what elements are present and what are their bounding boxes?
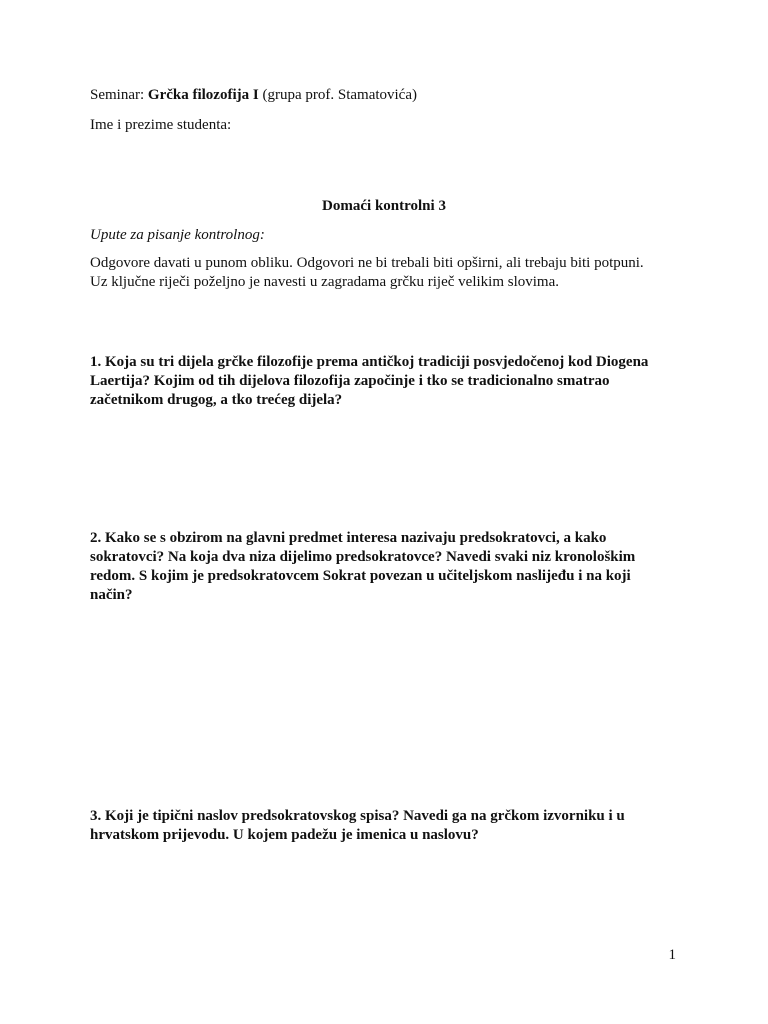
instructions-line: Uz ključne riječi poželjno je navesti u zagradama grčku riječ velikim slovima. — [90, 274, 559, 290]
question-line: hrvatskom prijevodu. U kojem padežu je imenica u naslovu? — [90, 827, 479, 843]
course-title: Grčka filozofija I — [147, 87, 259, 103]
question-line: 3. Koji je tipični naslov predsokratovskog spisa? Navedi ga na grčkom izvorniku i u — [90, 808, 625, 824]
question-line: 1. Koja su tri dijela grčke filozofije prema antičkoj tradiciji posvjedočenoj kod Diogena — [90, 354, 649, 370]
instructions-text — [90, 254, 690, 292]
question-line: sokratovci? Na koja dva niza dijelimo predsokratovce? Navedi svaki niz kronološkim — [90, 549, 636, 565]
question-line: način? — [90, 587, 133, 603]
question-line: začetnikom drugog, a tko trećeg dijela? — [90, 392, 343, 408]
question-3 — [90, 807, 690, 845]
question-2 — [90, 529, 690, 605]
student-name-label: Ime i prezime studenta: — [90, 117, 232, 133]
question-line: 2. Kako se s obzirom na glavni predmet interesa nazivaju predsokratovci, a kako — [90, 530, 607, 546]
seminar-label: Seminar: — [90, 87, 145, 103]
group-note: (grupa prof. Stamatovića) — [262, 87, 417, 103]
page-number: 1 — [668, 947, 676, 963]
document-title: Domaći kontrolni 3 — [322, 198, 446, 214]
question-line: Laertija? Kojim od tih dijelova filozofija započinje i tko se tradicionalno smatrao — [90, 373, 610, 389]
instructions-line: Odgovore davati u punom obliku. Odgovori ne bi trebali biti opširni, ali trebaju biti potpuni. — [90, 255, 644, 271]
seminar-line — [90, 86, 417, 105]
question-1 — [90, 353, 690, 410]
instructions-heading: Upute za pisanje kontrolnog: — [90, 227, 265, 243]
question-line: redom. S kojim je predsokratovcem Sokrat povezan u učiteljskom naslijeđu i na koji — [90, 568, 631, 584]
